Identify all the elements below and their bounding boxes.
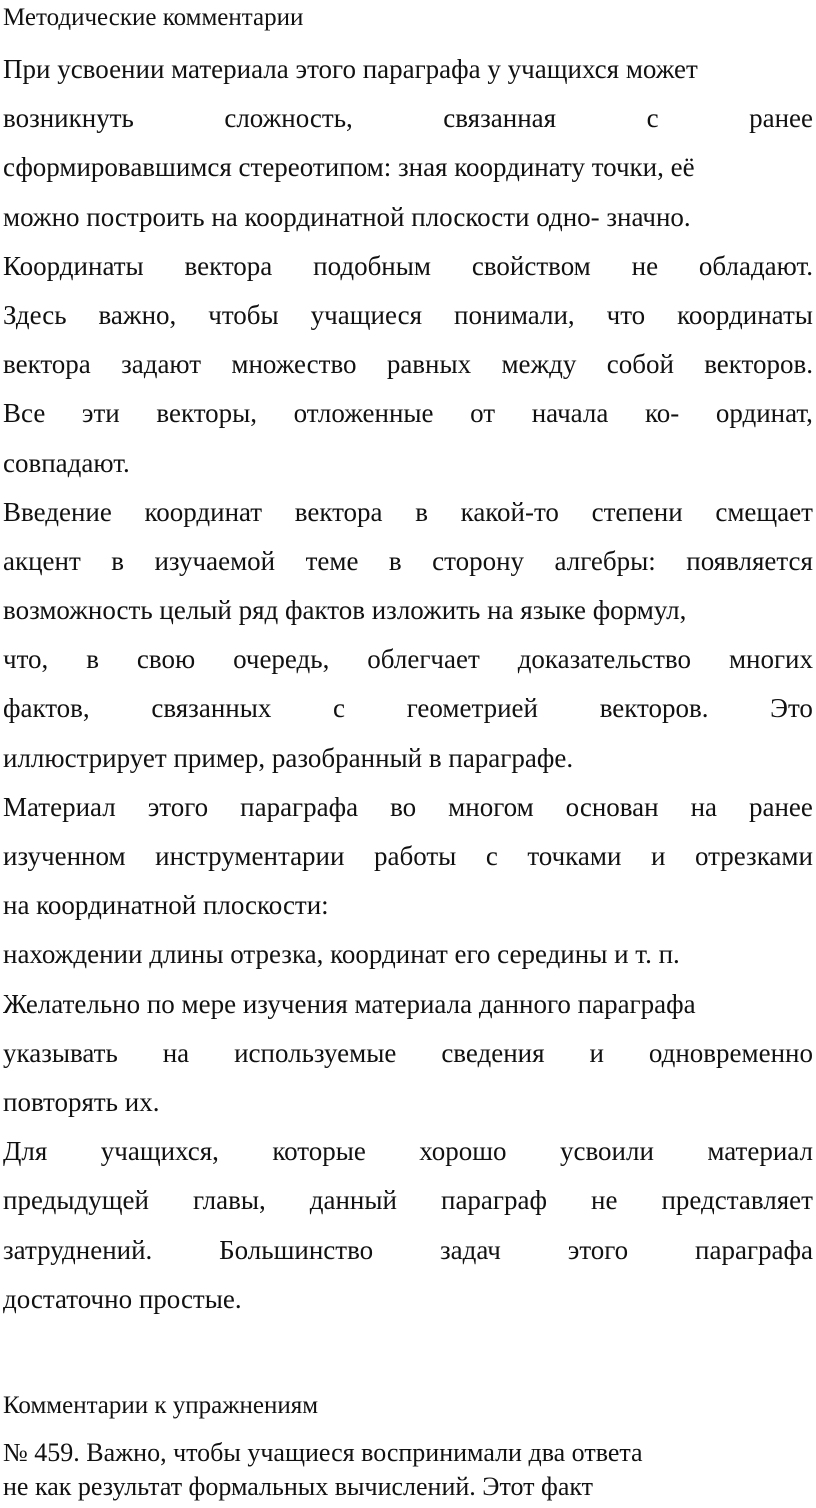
word: представляет — [661, 1185, 813, 1216]
word: используемые — [234, 1037, 397, 1068]
text-line — [3, 691, 813, 740]
word: Большинство — [219, 1234, 374, 1265]
word: отрезками — [694, 841, 813, 871]
word: появляется — [686, 545, 813, 576]
word: ранее — [749, 103, 813, 134]
word: понимали, — [454, 299, 575, 330]
word: в — [86, 644, 99, 675]
word: Введение — [3, 496, 112, 527]
word: вектора — [3, 349, 91, 380]
word: учащиеся — [310, 299, 423, 330]
word: материал — [707, 1136, 813, 1167]
word: этого — [567, 1234, 629, 1265]
text-line: на координатной плоскости: — [3, 890, 329, 921]
word: усвоили — [559, 1136, 654, 1167]
word: на — [690, 791, 718, 822]
word: что — [606, 299, 646, 330]
text-line: иллюстрирует пример, разобранный в параграфе. — [3, 742, 574, 773]
text-line: нахождении длины отрезка, координат его середины и т. п. — [3, 939, 680, 970]
text-line — [3, 396, 813, 445]
word: сложность, — [224, 103, 353, 134]
text-line — [3, 839, 813, 888]
word: этого — [147, 791, 209, 822]
text-line — [3, 1233, 813, 1282]
text-line: сформировавшимся стереотипом: зная координату точки, её — [3, 152, 695, 183]
word: от — [470, 398, 496, 429]
word: доказательство — [517, 644, 691, 675]
text-line — [3, 249, 813, 298]
word: сторону — [432, 545, 525, 576]
word: изучаемой — [154, 545, 276, 576]
word: свою — [136, 644, 196, 675]
word: затруднений. — [3, 1234, 153, 1265]
word: главы, — [192, 1185, 266, 1216]
word: алгебры: — [554, 545, 656, 576]
word: параграфа — [695, 1234, 813, 1265]
word: во — [390, 791, 417, 822]
word: предыдущей — [3, 1185, 149, 1216]
word: связанная — [443, 103, 557, 134]
word: векторов. — [704, 349, 813, 380]
text-line — [3, 1183, 813, 1232]
word: параграфа — [240, 791, 359, 822]
text-line: можно построить на координатной плоскости одно- значно. — [3, 201, 691, 232]
word: Координаты — [3, 250, 144, 281]
text-line — [3, 298, 813, 347]
text-line: достаточно простые. — [3, 1283, 242, 1314]
text-line: Желательно по мере изучения материала данного параграфа — [3, 988, 696, 1019]
text-line — [3, 1134, 813, 1183]
word: которые — [272, 1136, 366, 1167]
word: вектора — [294, 496, 383, 527]
word: многих — [728, 644, 813, 675]
word: в — [388, 545, 402, 576]
word: координат — [144, 496, 263, 527]
text-line: не как результат формальных вычислений. Этот факт — [3, 1472, 594, 1501]
word: задают — [121, 349, 202, 380]
word: какой-то — [460, 496, 559, 527]
word: связанных — [151, 693, 272, 724]
word: облегчает — [367, 644, 480, 675]
word: начала — [531, 398, 609, 429]
text-line — [3, 544, 813, 593]
word: учащихся, — [100, 1136, 219, 1167]
word: Все — [3, 398, 46, 429]
word: координаты — [677, 299, 813, 330]
word: с — [485, 841, 498, 871]
text-line — [3, 790, 813, 839]
word: изученном — [3, 841, 126, 871]
word: одновременно — [648, 1037, 813, 1068]
body-text — [3, 52, 813, 1331]
word: подобным — [313, 250, 431, 281]
word: смещает — [715, 496, 813, 527]
word: векторы, — [156, 398, 258, 429]
text-line — [3, 1036, 813, 1085]
word: основан — [565, 791, 659, 822]
exercise-comment — [3, 1436, 643, 1504]
word: возникнуть — [3, 103, 134, 134]
word: множество — [231, 349, 357, 380]
text-line: При усвоении материала этого параграфа у учащихся может — [3, 54, 698, 84]
text-line — [3, 642, 813, 691]
text-line: совпадают. — [3, 447, 130, 478]
word: отложенные — [293, 398, 434, 429]
word: векторов. — [599, 693, 709, 724]
word: в — [415, 496, 428, 527]
word: указывать — [3, 1037, 118, 1068]
text-line — [3, 101, 813, 150]
word: многом — [448, 791, 534, 822]
word: фактов, — [3, 693, 90, 724]
word: в — [111, 545, 125, 576]
word: на — [162, 1037, 190, 1068]
word: параграф — [441, 1185, 547, 1216]
word: свойством — [471, 250, 591, 281]
word: Это — [770, 693, 813, 724]
word: эти — [81, 398, 120, 429]
word: степени — [591, 496, 683, 527]
word: акцент — [3, 545, 81, 576]
word: между — [501, 349, 577, 380]
word: Для — [3, 1136, 48, 1167]
word: равных — [386, 349, 472, 380]
section-title: Комментарии к упражнениям — [3, 1392, 319, 1419]
word: точками — [527, 841, 622, 871]
word: данный — [309, 1185, 397, 1216]
word: задач — [440, 1234, 501, 1265]
word: что, — [3, 644, 49, 675]
word: геометрией — [406, 693, 538, 724]
word: ко- — [644, 398, 680, 429]
word: с — [646, 103, 659, 134]
word: работы — [374, 841, 457, 871]
word: и — [650, 841, 666, 871]
word: собой — [606, 349, 674, 380]
word: обладают. — [698, 250, 813, 281]
word: вектора — [184, 250, 273, 281]
word: очередь, — [233, 644, 330, 675]
word: Материал — [3, 791, 116, 822]
word: не — [591, 1185, 618, 1216]
word: ординат, — [715, 398, 813, 429]
word: чтобы — [208, 299, 279, 330]
word: Здесь — [3, 299, 67, 330]
text-line: повторять их. — [3, 1086, 160, 1117]
text-line: № 459. Важно, чтобы учащиеся воспринимали два ответа — [3, 1438, 643, 1467]
text-line — [3, 495, 813, 544]
word: с — [333, 693, 346, 724]
word: и — [589, 1037, 604, 1068]
text-line: возможность целый ряд фактов изложить на языке формул, — [3, 595, 687, 626]
word: сведения — [441, 1037, 545, 1068]
word: теме — [305, 545, 359, 576]
word: хорошо — [419, 1136, 507, 1167]
text-line — [3, 347, 813, 396]
word: не — [631, 250, 659, 281]
word: ранее — [749, 791, 813, 822]
word: инструментарии — [155, 841, 345, 871]
page-title: Методические комментарии — [3, 4, 304, 31]
word: важно, — [98, 299, 177, 330]
